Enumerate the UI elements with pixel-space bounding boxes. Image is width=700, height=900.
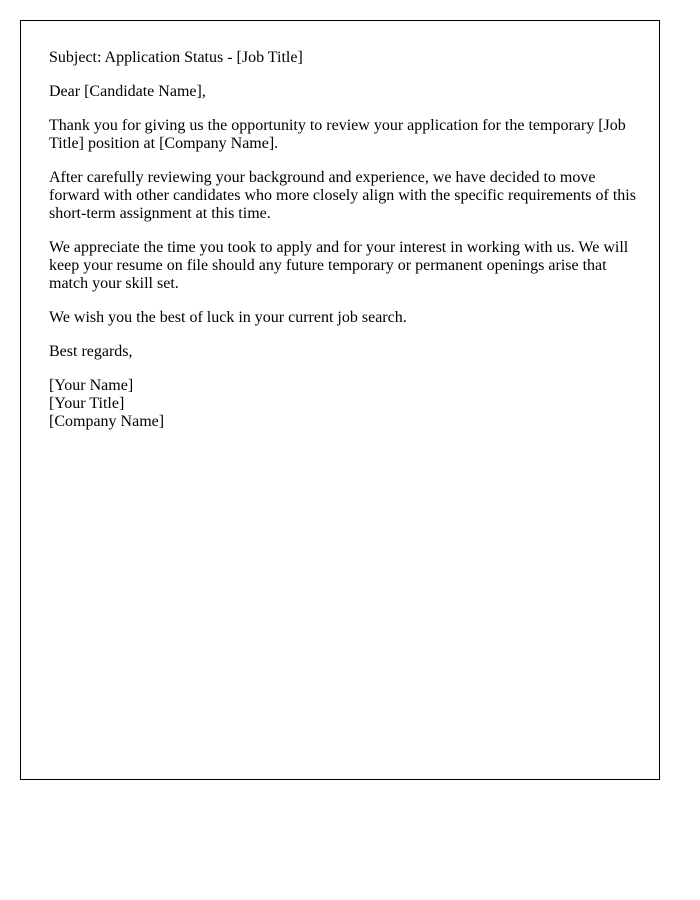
signature-block [49, 377, 639, 431]
letter-paragraph: After carefully reviewing your background and experience, we have decided to move forward with other candidates who more closely align with the specific requirements of this short-term assignment at this time. [49, 169, 636, 222]
letter-closing: Best regards, [49, 343, 133, 360]
letter-paragraph: We appreciate the time you took to apply and for your interest in working with us. We will keep your resume on file should any future temporary or permanent openings arise that match your skill set. [49, 239, 629, 292]
letter-body [49, 49, 639, 431]
letter-page [20, 20, 660, 780]
signature-company: [Company Name] [49, 413, 165, 430]
letter-paragraph: We wish you the best of luck in your current job search. [49, 309, 407, 326]
letter-salutation: Dear [Candidate Name], [49, 83, 206, 100]
signature-title: [Your Title] [49, 395, 125, 412]
letter-paragraph: Thank you for giving us the opportunity to review your application for the temporary [Job Title] position at [Company Name]. [49, 117, 626, 152]
signature-name: [Your Name] [49, 377, 134, 394]
letter-subject: Subject: Application Status - [Job Title] [49, 49, 303, 66]
